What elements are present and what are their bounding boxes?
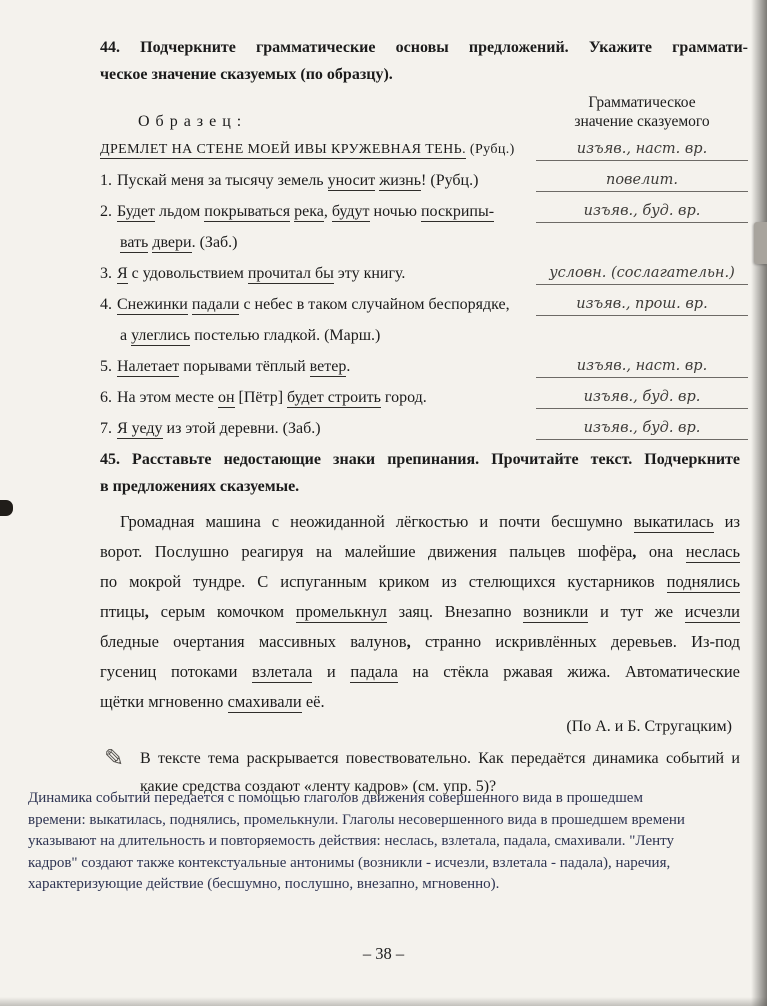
sample-answer-cell: [536, 134, 748, 161]
item-answer-cell: [536, 351, 748, 378]
solution-text: Динамика событий передается с помощью глаголов движения совершенного вида в прошедшем времени: выкатилась, поднялись, промелькнули. Глаголы несовершенного вида в прошедшем времени указывают на длительность и повторяемость действия: неслась, взлетала, падала, смахивали. "Ленту кадров" создают также контекстуальные антонимы (возникли - исчезли, взлетала - падала), наречия, характеризующие действие (бесшумно, послушно, внезапно, мгновенно).: [28, 790, 685, 892]
item-number: 1.: [100, 172, 112, 189]
item-sentence: [100, 258, 536, 289]
exercise-item-6: [100, 382, 748, 413]
item-answer-cell: [536, 258, 748, 285]
item-number: 4.: [100, 296, 112, 313]
grammar-meaning-column-header: Грамматическое значение сказуемого: [574, 94, 710, 130]
exercise-item-4: [100, 289, 748, 351]
item-sentence: [100, 351, 536, 382]
item-sentence-text: Налетает порывами тёплый ветер.: [117, 358, 351, 375]
exercise-item-3: [100, 258, 748, 289]
exercise-item-1: [100, 165, 748, 196]
item-number: 5.: [100, 358, 112, 375]
item-answer: изъяв., буд. вр.: [536, 200, 748, 223]
exercise-44-title: 44. Подчеркните грамматические основы предложений. Укажите граммати- ческое значение сказуемых (по образцу).: [100, 39, 748, 83]
item-sentence-text: Я с удовольствием прочитал бы эту книгу.: [117, 265, 406, 282]
exercise-item-2: [100, 196, 748, 258]
item-answer-cell: [536, 289, 748, 316]
sample-row: [100, 134, 748, 165]
item-answer-cell: [536, 413, 748, 440]
exercise-44-items: [100, 134, 748, 444]
item-answer: повелит.: [536, 169, 748, 192]
exercise-45-section: [100, 446, 740, 801]
exercise-44-header-row: [100, 93, 748, 131]
item-sentence: [100, 382, 536, 413]
item-answer: изъяв., буд. вр.: [536, 386, 748, 409]
attribution: (По А. и Б. Стругацким): [566, 718, 732, 735]
item-answer: условн. (сослагательн.): [536, 262, 748, 285]
item-sentence: [100, 289, 536, 351]
scan-edge-tab-artifact: [754, 222, 767, 264]
scan-right-edge-shadow: [751, 0, 767, 1006]
item-answer-cell: [536, 196, 748, 223]
sample-answer: изъяв., наст. вр.: [536, 138, 748, 161]
exercise-44-section: [100, 34, 748, 444]
pencil-icon: ✎: [104, 746, 125, 772]
item-sentence-text: Снежинки падали с небес в таком случайном беспорядке, а улеглись постелью гладкой. (Марш.): [117, 296, 510, 344]
item-sentence: [100, 165, 536, 196]
sample-label: О б р а з е ц :: [138, 113, 243, 130]
question-text: В тексте тема раскрывается повествовательно. Как передаётся динамика событий и какие средства создают «ленту кадров» (см. упр. 5)?: [140, 750, 740, 795]
item-number: 6.: [100, 389, 112, 406]
item-answer: изъяв., наст. вр.: [536, 355, 748, 378]
item-answer: изъяв., буд. вр.: [536, 417, 748, 440]
item-sentence-text: Будет льдом покрываться река, будут ночью поскрипы- вать двери. (Заб.): [117, 203, 495, 251]
scan-ink-blot-artifact: [0, 500, 13, 516]
item-answer-cell: [536, 165, 748, 192]
scan-bottom-edge-shadow: [0, 997, 767, 1006]
item-sentence-text: Я уеду из этой деревни. (Заб.): [117, 420, 321, 437]
item-sentence-text: Пускай меня за тысячу земель уносит жизнь! (Рубц.): [117, 172, 479, 189]
item-sentence: [100, 413, 536, 444]
exercise-item-7: [100, 413, 748, 444]
item-answer: изъяв., прош. вр.: [536, 293, 748, 316]
sample-sentence: ДРЕМЛЕТ НА СТЕНЕ МОЕЙ ИВЫ КРУЖЕВНАЯ ТЕНЬ. (Рубц.): [100, 142, 515, 157]
item-answer-cell: [536, 382, 748, 409]
item-sentence: [100, 196, 536, 258]
item-sentence-text: На этом месте он [Пётр] будет строить город.: [117, 389, 427, 406]
page-number: – 38 –: [362, 944, 405, 963]
exercise-item-5: [100, 351, 748, 382]
item-number: 3.: [100, 265, 112, 282]
item-number: 2.: [100, 203, 112, 220]
item-number: 7.: [100, 420, 112, 437]
exercise-45-title: 45. Расставьте недостающие знаки препинания. Прочитайте текст. Подчеркните в предложениях сказуемые.: [100, 451, 740, 495]
exercise-45-text: Громадная машина с неожиданной лёгкостью и почти бесшумно выкатилась из ворот. Послушно реагируя на малейшие движения пальцев шофёра, она неслась по мокрой тундре. С испуганным криком из стелющихся кустарников поднялись птицы, серым комочком промелькнул заяц. Внезапно возникли и тут же исчезли бледные очертания массивных валунов, странно искривлённых деревьев. Из-под гусениц потоками взлетала и падала на стёкла ржавая жижа. Автоматические щётки мгновенно смахивали её.: [100, 512, 741, 711]
